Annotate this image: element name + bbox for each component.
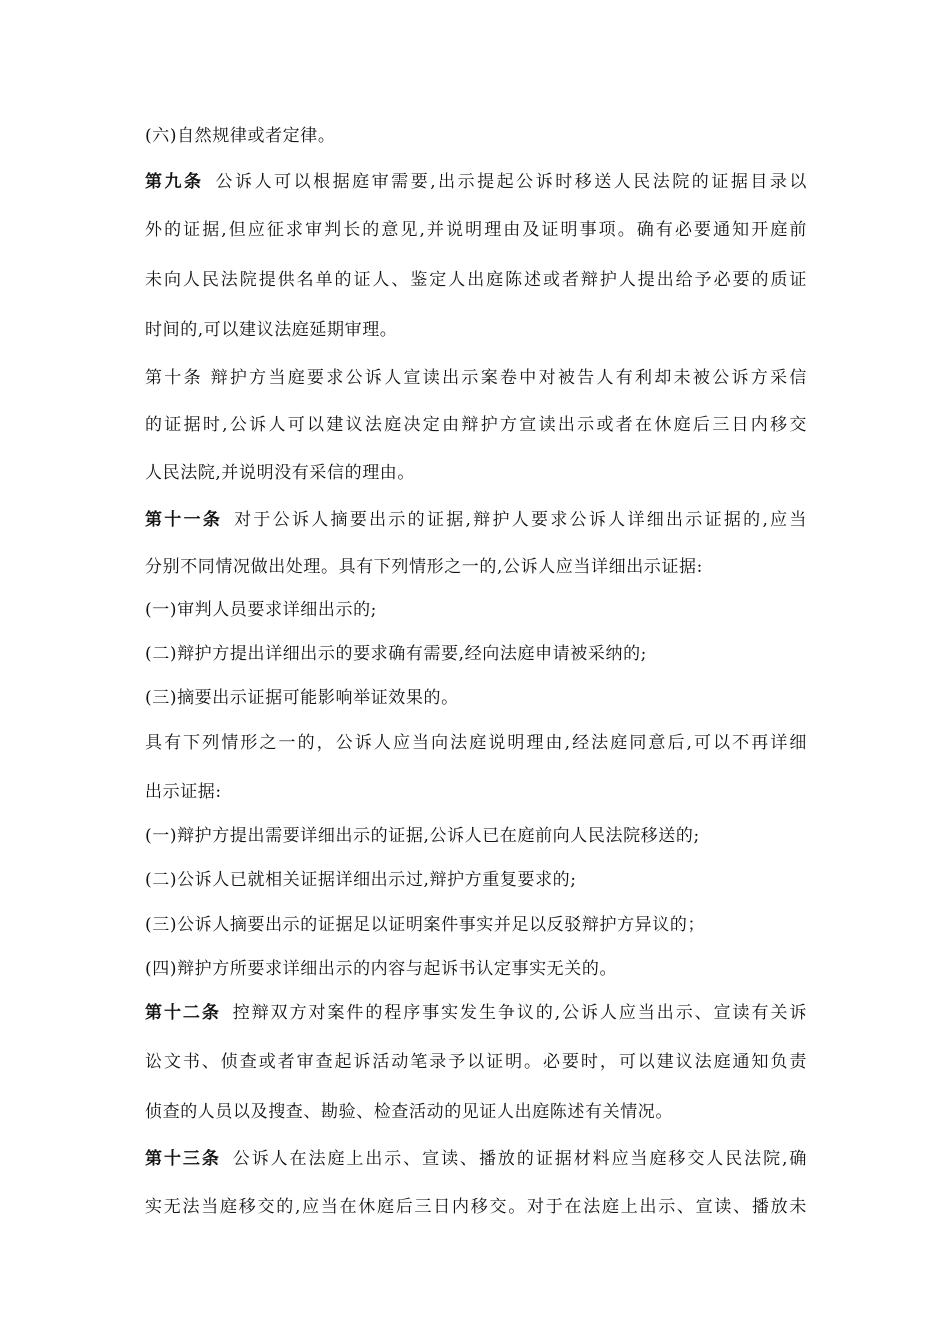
text-line: 实无法当庭移交的,应当在休庭后三日内移交。对于在法庭上出示、宣读、播放未 [145, 1197, 807, 1217]
list-item: (二)辩护方提出详细出示的要求确有需要,经向法庭申请被采纳的; [145, 644, 647, 664]
text-line: 侦查的人员以及搜查、勘验、检查活动的见证人出庭陈述有关情况。 [145, 1102, 673, 1122]
article-label: 第十三条 [145, 1149, 221, 1169]
text-line: 讼文书、侦查或者审查起诉活动笔录予以证明。必要时，可以建议法庭通知负责 [145, 1052, 807, 1072]
list-item: (一)审判人员要求详细出示的; [145, 600, 377, 620]
article-11-line: 第十一条 对于公诉人摘要出示的证据,辩护人要求公诉人详细出示证据的,应当 [145, 510, 807, 530]
article-label: 第九条 [145, 172, 204, 192]
text-line: 分别不同情况做出处理。具有下列情形之一的,公诉人应当详细出示证据: [145, 557, 703, 577]
text-line: 的证据时,公诉人可以建议法庭决定由辩护方宣读出示或者在休庭后三日内移交 [145, 415, 807, 435]
text-line: 具有下列情形之一的，公诉人应当向法庭说明理由,经法庭同意后,可以不再详细 [145, 733, 807, 753]
article-9-line: 第九条 公诉人可以根据庭审需要,出示提起公诉时移送人民法院的证据目录以 [145, 172, 807, 192]
text-line: 未向人民法院提供名单的证人、鉴定人出庭陈述或者辩护人提出给予必要的质证 [145, 270, 807, 290]
text-line: (六)自然规律或者定律。 [145, 126, 336, 146]
article-13-line: 第十三条 公诉人在法庭上出示、宣读、播放的证据材料应当庭移交人民法院,确 [145, 1149, 807, 1169]
text-line: 时间的,可以建议法庭延期审理。 [145, 320, 398, 340]
list-item: (四)辩护方所要求详细出示的内容与起诉书认定事实无关的。 [145, 959, 618, 979]
article-10-line: 第十条 辩护方当庭要求公诉人宣读出示案卷中对被告人有利却未被公诉方采信 [145, 368, 807, 388]
text-line: 人民法院,并说明没有采信的理由。 [145, 463, 416, 483]
article-12-line: 第十二条 控辩双方对案件的程序事实发生争议的,公诉人应当出示、宣读有关诉 [145, 1003, 807, 1023]
list-item: (三)公诉人摘要出示的证据足以证明案件事实并足以反驳辩护方异议的； [145, 915, 706, 935]
article-label: 第十二条 [145, 1003, 221, 1023]
list-item: (三)摘要出示证据可能影响举证效果的。 [145, 688, 459, 708]
list-item: (二)公诉人已就相关证据详细出示过,辩护方重复要求的; [145, 870, 577, 890]
text-line: 出示证据: [145, 782, 222, 802]
article-label: 第十一条 [145, 510, 223, 530]
text-line: 外的证据,但应征求审判长的意见,并说明理由及证明事项。确有必要通知开庭前 [145, 220, 807, 240]
list-item: (一)辩护方提出需要详细出示的证据,公诉人已在庭前向人民法院移送的; [145, 826, 700, 846]
